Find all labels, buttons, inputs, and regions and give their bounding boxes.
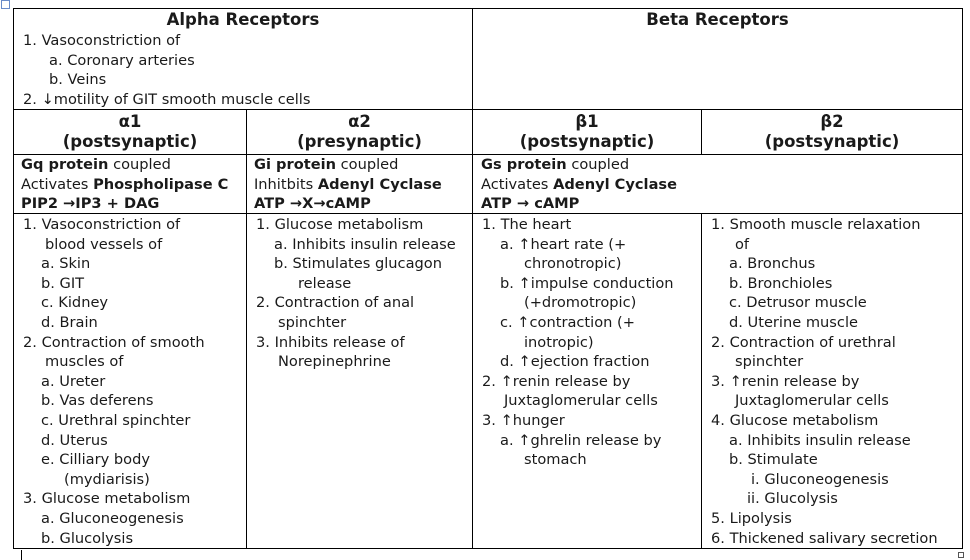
- a1-activation-verb: Activates: [21, 175, 94, 193]
- b2-effects-cell: [702, 215, 962, 548]
- list-item: a. Skin: [41, 255, 91, 273]
- a1-effects-list: [19, 215, 241, 548]
- list-item: 2. ↑renin release by: [482, 372, 631, 390]
- list-item: 3. ↑hunger: [482, 411, 565, 429]
- list-item: c. Urethral spinchter: [41, 411, 191, 429]
- a2-protein: Gi protein: [254, 156, 336, 173]
- list-item: b. Glucolysis: [41, 529, 134, 547]
- list-item: a. Gluconeogenesis: [41, 509, 184, 527]
- list-item: b. Bronchioles: [729, 274, 833, 292]
- a2-enzyme: Adenyl Cyclase: [317, 175, 442, 193]
- b1-protein: Gs protein: [481, 156, 567, 173]
- a2-protein-suffix: coupled: [336, 156, 399, 173]
- table-move-handle-icon[interactable]: [1, 0, 10, 9]
- list-item: c. Detrusor muscle: [729, 294, 867, 312]
- list-item: spinchter: [278, 313, 347, 331]
- list-item: a. Inhibits insulin release: [729, 431, 911, 449]
- list-item: d. ↑ejection fraction: [500, 353, 650, 371]
- b2-name: β2: [820, 112, 844, 131]
- b1-pathway: ATP → cAMP: [481, 195, 580, 213]
- list-item: chronotropic): [524, 255, 622, 273]
- table-border-bottom: [13, 548, 963, 549]
- b1-activation-line: [481, 175, 957, 195]
- list-item: 2. Contraction of smooth: [23, 333, 205, 351]
- list-item: b. ↑impulse conduction: [500, 274, 674, 292]
- list-item: a. ↑ghrelin release by: [500, 431, 662, 449]
- list-item: a. ↑heart rate (+: [500, 235, 627, 253]
- list-item: Juxtaglomerular cells: [735, 392, 889, 410]
- a2-type: (presynaptic): [297, 132, 422, 151]
- a1-protein-line: [21, 155, 241, 175]
- list-item: ii. Glucolysis: [747, 490, 838, 508]
- list-item: (mydiarisis): [64, 470, 150, 488]
- a2-activation-verb: Inhitbits: [254, 175, 318, 193]
- list-item: 4. Glucose metabolism: [711, 411, 879, 429]
- a1-type: (postsynaptic): [62, 132, 198, 151]
- a1-enzyme: Phospholipase C: [93, 175, 229, 193]
- text-cursor-icon: [21, 550, 22, 560]
- list-item: a. Ureter: [41, 372, 106, 390]
- b1-type: (postsynaptic): [519, 132, 655, 151]
- list-item: release: [298, 274, 352, 292]
- list-item: 3. Glucose metabolism: [23, 490, 191, 508]
- b2-header: [702, 112, 962, 152]
- b1-protein-line: [481, 155, 957, 175]
- beta-header-cell: [473, 9, 962, 109]
- list-item: b. Vas deferens: [41, 392, 154, 410]
- b1-protein-suffix: coupled: [566, 156, 630, 173]
- a1-mechanism-cell: [14, 155, 246, 214]
- list-item: muscles of: [45, 353, 124, 371]
- a1-effects-cell: [14, 215, 246, 548]
- list-item: e. Cilliary body: [41, 451, 150, 469]
- a2-effects-cell: [247, 215, 472, 372]
- b2-effects-list: [707, 215, 957, 548]
- b-mechanism-cell: [473, 155, 962, 214]
- list-item: 1. Glucose metabolism: [256, 216, 424, 233]
- b1-effects-list: [478, 215, 696, 470]
- table-resize-handle-icon[interactable]: [958, 552, 964, 558]
- list-item: 2. ↓motility of GIT smooth muscle cells: [23, 90, 311, 108]
- list-item: 1. Vasoconstriction of: [23, 32, 181, 49]
- list-item: (+dromotropic): [524, 294, 637, 312]
- list-item: stomach: [524, 451, 587, 469]
- a1-pathway: PIP2 →IP3 + DAG: [21, 195, 160, 213]
- list-item: 1. Smooth muscle relaxation: [711, 216, 921, 233]
- a2-pathway: ATP →X→cAMP: [254, 195, 371, 213]
- a2-mechanism-cell: [247, 155, 472, 214]
- a2-activation-line: [254, 175, 467, 195]
- list-item: a. Coronary arteries: [49, 51, 195, 69]
- list-item: 1. Vasoconstriction of: [23, 216, 181, 233]
- list-item: of: [735, 235, 750, 253]
- a1-activation-line: [21, 175, 241, 195]
- list-item: c. ↑contraction (+: [500, 313, 635, 331]
- list-item: blood vessels of: [45, 235, 163, 253]
- list-item: spinchter: [735, 353, 804, 371]
- list-item: 1. The heart: [482, 216, 572, 233]
- list-item: 2. Contraction of urethral: [711, 333, 896, 351]
- a1-protein: Gq protein: [21, 156, 109, 173]
- alpha-header-cell: [14, 9, 472, 109]
- list-item: 3. ↑renin release by: [711, 372, 860, 390]
- b1-activation-verb: Activates: [481, 175, 554, 193]
- a2-name: α2: [348, 112, 371, 131]
- list-item: 6. Thickened salivary secretion: [711, 529, 938, 547]
- beta-title: Beta Receptors: [646, 10, 789, 29]
- b2-type: (postsynaptic): [764, 132, 900, 151]
- a1-name: α1: [118, 112, 142, 131]
- table-border-right: [962, 8, 963, 549]
- list-item: 5. Lipolysis: [711, 509, 792, 527]
- b1-header: [473, 112, 701, 152]
- alpha-title: Alpha Receptors: [166, 10, 320, 29]
- list-item: b. Stimulates glucagon: [274, 255, 442, 273]
- list-item: Norepinephrine: [278, 353, 391, 371]
- b1-effects-cell: [473, 215, 701, 470]
- a1-protein-suffix: coupled: [108, 156, 171, 173]
- list-item: 3. Inhibits release of: [256, 333, 405, 351]
- list-item: b. Veins: [49, 71, 107, 89]
- list-item: 2. Contraction of anal: [256, 294, 415, 312]
- list-item: c. Kidney: [41, 294, 109, 312]
- list-item: Juxtaglomerular cells: [504, 392, 658, 410]
- list-item: d. Brain: [41, 313, 98, 331]
- list-item: i. Gluconeogenesis: [751, 470, 889, 488]
- list-item: b. Stimulate: [729, 451, 818, 469]
- a2-effects-list: [252, 215, 467, 372]
- list-item: inotropic): [524, 333, 594, 351]
- b1-name: β1: [575, 112, 599, 131]
- list-item: a. Inhibits insulin release: [274, 235, 456, 253]
- list-item: a. Bronchus: [729, 255, 816, 273]
- list-item: b. GIT: [41, 274, 85, 292]
- list-item: d. Uterine muscle: [729, 313, 858, 331]
- list-item: d. Uterus: [41, 431, 108, 449]
- a2-protein-line: [254, 155, 467, 175]
- alpha-effects-list: [19, 31, 467, 109]
- b1-enzyme: Adenyl Cyclase: [553, 175, 677, 193]
- a1-header: [14, 112, 246, 152]
- a2-header: [247, 112, 472, 152]
